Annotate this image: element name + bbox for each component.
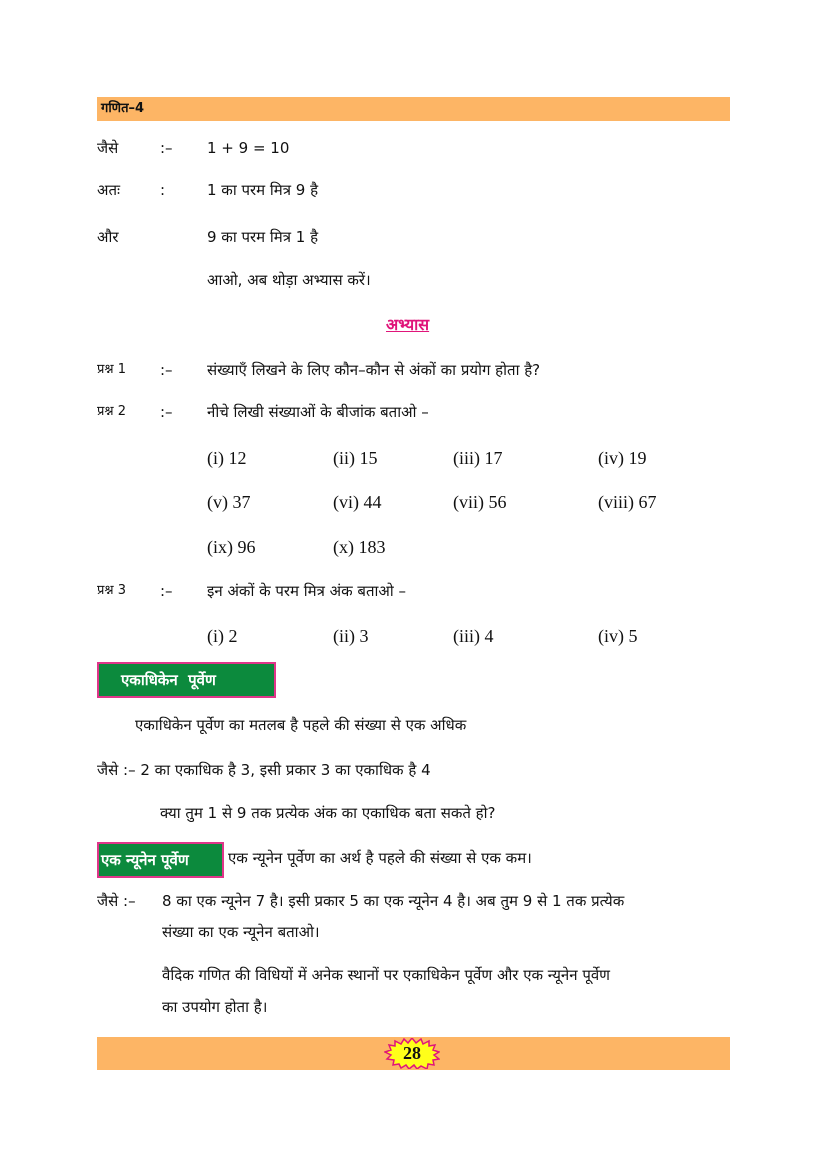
ekadhikena-example: जैसे :– 2 का एकाधिक है 3, इसी प्रकार 3 का एकाधिक है 4 bbox=[97, 761, 431, 779]
question-sep: :– bbox=[160, 582, 173, 600]
q2-item: (vii) 56 bbox=[453, 492, 507, 512]
q2-item: (x) 183 bbox=[333, 537, 386, 557]
ekanyunena-definition: एक न्यूनेन पूर्वेण का अर्थ है पहले की संख्या से एक कम। bbox=[228, 849, 532, 867]
ekanyunena-note: का उपयोग होता है। bbox=[162, 998, 268, 1016]
q2-item: (ii) 15 bbox=[333, 448, 378, 468]
exercise-title: अभ्यास bbox=[386, 315, 430, 334]
q3-item: (i) 2 bbox=[207, 626, 238, 646]
q2-item: (viii) 67 bbox=[598, 492, 657, 512]
q3-item: (iii) 4 bbox=[453, 626, 494, 646]
ekadhikena-heading-box bbox=[97, 662, 276, 698]
q3-item: (ii) 3 bbox=[333, 626, 369, 646]
intro-label: अतः bbox=[97, 181, 121, 199]
q3-item: (iv) 5 bbox=[598, 626, 638, 646]
ekadhikena-definition: एकाधिकेन पूर्वेण का मतलब है पहले की संख्या से एक अधिक bbox=[135, 716, 467, 734]
ekanyunena-heading-box bbox=[97, 842, 224, 878]
question-sep: :– bbox=[160, 403, 173, 421]
ekanyunena-note: वैदिक गणित की विधियों में अनेक स्थानों पर एकाधिकेन पूर्वेण और एक न्यूनेन पूर्वेण bbox=[162, 966, 611, 984]
q2-item: (i) 12 bbox=[207, 448, 247, 468]
q2-item: (ix) 96 bbox=[207, 537, 256, 557]
question-label: प्रश्न 3 bbox=[97, 583, 126, 598]
question-text: नीचे लिखी संख्याओं के बीजांक बताओ – bbox=[207, 403, 429, 421]
intro-text: 1 का परम मित्र 9 है bbox=[207, 181, 319, 199]
ekanyunena-example-label: जैसे :– bbox=[97, 892, 136, 910]
intro-note: आओ, अब थोड़ा अभ्यास करें। bbox=[207, 271, 371, 289]
footer-bar bbox=[97, 1037, 730, 1070]
question-label: प्रश्न 1 bbox=[97, 362, 126, 377]
question-label: प्रश्न 2 bbox=[97, 404, 126, 419]
header-title: गणित–4 bbox=[101, 101, 145, 116]
question-text: संख्याएँ लिखने के लिए कौन–कौन से अंकों का प्रयोग होता है? bbox=[207, 361, 541, 379]
ekadhikena-heading: एकाधिकेन पूर्वेण bbox=[121, 671, 216, 689]
question-text: इन अंकों के परम मित्र अंक बताओ – bbox=[207, 582, 407, 600]
ekadhikena-question: क्या तुम 1 से 9 तक प्रत्येक अंक का एकाधिक बता सकते हो? bbox=[160, 804, 496, 822]
q2-item: (iii) 17 bbox=[453, 448, 503, 468]
intro-label: जैसे bbox=[97, 139, 119, 157]
ekanyunena-example: 8 का एक न्यूनेन 7 है। इसी प्रकार 5 का एक न्यूनेन 4 है। अब तुम 9 से 1 तक प्रत्येक bbox=[162, 892, 625, 910]
ekanyunena-heading: एक न्यूनेन पूर्वेण bbox=[101, 851, 189, 869]
q2-item: (vi) 44 bbox=[333, 492, 382, 512]
intro-label: और bbox=[97, 228, 119, 246]
intro-sep: : bbox=[160, 181, 166, 199]
intro-text: 9 का परम मित्र 1 है bbox=[207, 228, 319, 246]
intro-text: 1 + 9 = 10 bbox=[207, 139, 290, 157]
question-sep: :– bbox=[160, 361, 173, 379]
page-number: 28 bbox=[403, 1043, 421, 1063]
q2-item: (v) 37 bbox=[207, 492, 251, 512]
ekanyunena-example: संख्या का एक न्यूनेन बताओ। bbox=[162, 923, 320, 941]
header-bar bbox=[97, 97, 730, 121]
q2-item: (iv) 19 bbox=[598, 448, 647, 468]
intro-sep: :– bbox=[160, 139, 173, 157]
